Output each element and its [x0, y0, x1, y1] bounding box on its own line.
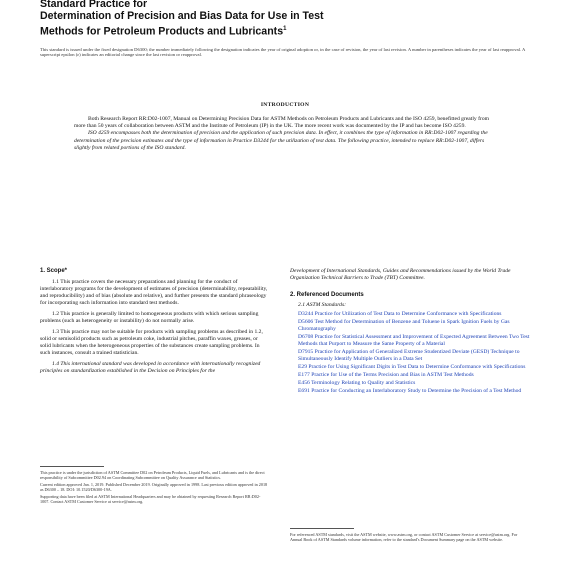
footnotes-left — [40, 470, 268, 506]
scope-1-2: 1.2 This practice is generally limited to homogeneous products with which serious sampling problems (such as heterogeneity or instability) do not normally arise. — [40, 311, 259, 324]
introduction-body — [74, 116, 498, 152]
list-item[interactable]: D6708 Practice for Statistical Assessment and Improvement of Expected Agreement Between Two Test Methods that Purport to Measure the Same Property of a Material — [298, 334, 530, 347]
document-title — [40, 0, 540, 38]
scope-1-4: 1.4 This international standard was developed in accordance with internationally recognized principles on standardization established in the Decision on Principles for the — [40, 361, 261, 374]
list-item[interactable]: D3244 Practice for Utilization of Test Data to Determine Conformance with Specifications — [298, 311, 502, 317]
list-item[interactable]: E177 Practice for Use of the Terms Precision and Bias in ASTM Test Methods — [298, 372, 474, 378]
footnote-rule-left — [40, 466, 104, 467]
ref-code-link[interactable]: E456 — [298, 380, 310, 386]
scope-1-1: 1.1 This practice covers the necessary preparations and planning for the conduct of interlaboratory programs for the development of estimates of precision (determinability, repeatability, and reproducibility) and of bias (absolute and relative), and further presents the standard phraseology for incorporating such information into standard test methods. — [40, 279, 268, 306]
title-line-1: Standard Practice for — [40, 0, 148, 10]
list-item[interactable]: D7915 Practice for Application of Generalized Extreme Studentized Deviate (GESD) Technique to Simultaneously Identify Multiple Outliers in a Data Set — [298, 349, 520, 362]
introduction-heading: INTRODUCTION — [260, 102, 310, 108]
designation-notice: This standard is issued under the fixed designation D6300; the number immediately following the designation indicates the year of original adoption or, in the case of revision, the year of last revision. A number in parentheses indicates the year of last reapproval. A superscript epsilon (ε) indicates an editorial change since the last revision or reapproval. — [40, 47, 526, 58]
ref-code-link[interactable]: E691 — [298, 388, 310, 394]
footnote-2: Supporting data have been filed at ASTM International Headquarters and may be obtained by requesting Research Report RR:D02-1007. Contact ASTM Customer Service at service@astm.org. — [40, 494, 261, 504]
right-column — [290, 268, 530, 396]
ref-code-link[interactable]: E177 — [298, 372, 310, 378]
ref-code-link[interactable]: D3244 — [298, 311, 314, 317]
list-item[interactable]: E691 Practice for Conducting an Interlaboratory Study to Determine the Precision of a Test Method — [298, 388, 522, 394]
title-line-2: Determination of Precision and Bias Data for Use in Test — [40, 10, 324, 23]
ref-code-link[interactable]: D7915 — [298, 349, 314, 355]
ref-code-link[interactable]: D5606 — [298, 319, 314, 325]
scope-1-4-continued: Development of International Standards, Guides and Recommendations issued by the World Trade Organization Technical Barriers to Trade (TBT) Committee. — [290, 268, 511, 281]
intro-paragraph-1: Both Research Report RR:D02-1007, Manual on Determining Precision Data for ASTM Methods on Petroleum Products and Lubricants and the ISO 4259, benefitted greatly from more than 50 years of collaboration between ASTM and the Institute of Petroleum (IP) in the UK. The more recent work was documented by the IP and has become ISO 4259. — [74, 116, 489, 130]
footnote-1: This practice is under the jurisdiction of ASTM Committee D02 on Petroleum Products, Liquid Fuels, and Lubricants and is the direct responsibility of Subcommittee D02.94 on Coordinating Subcommittee on Quality Assurance and Statistics. — [40, 470, 265, 480]
ref-code-link[interactable]: D6708 — [298, 334, 314, 340]
ref-code-link[interactable]: E29 — [298, 364, 308, 370]
title-footnote-mark: 1 — [283, 25, 287, 32]
title-line-3: Methods for Petroleum Products and Lubricants$^1$ — [40, 25, 287, 38]
scope-1-3: 1.3 This practice may not be suitable for products with sampling problems as described in 1.2, solid or semisolid products such as petroleum coke, industrial pitches, paraffin waxes, greases, or solid lubricants when the heterogeneous properties of the substances create sampling problems. In such instances, consult a trained statistician. — [40, 329, 263, 356]
footnote-3: For referenced ASTM standards, visit the ASTM website, www.astm.org, or contact ASTM Customer Service at service@astm.org. For Annual Book of ASTM Standards volume information, refer to the standard's Document Summary page on the ASTM website. — [290, 532, 518, 542]
footnote-rule-right — [290, 528, 354, 529]
footnote-1b: Current edition approved Jan. 1, 2019. Published December 2019. Originally approved in 1998. Last previous edition approved in 2018 as D6300 – 18. DOI: 10.1520/D6300-19A. — [40, 482, 268, 492]
list-item[interactable]: E456 Terminology Relating to Quality and Statistics — [298, 380, 416, 386]
footnotes-right — [290, 532, 530, 544]
intro-paragraph-2: ISO 4259 encompasses both the determination of precision and the application of such precision data. In effect, it combines the type of information in RR:D02-1007 regarding the determination of the precision estimates and the type of information in Practice D3244 for the utilization of test data. The following practice, intended to replace RR:D02-1007, differs slightly from related portions of the ISO standard. — [74, 130, 488, 151]
referenced-documents-heading: 2. Referenced Documents — [290, 292, 364, 298]
list-item[interactable]: E29 Practice for Using Significant Digits in Test Data to Determine Conformance with Specifications — [298, 364, 526, 370]
astm-standards-subheading: 2.1 ASTM Standards: — [298, 302, 347, 308]
left-column — [40, 268, 268, 379]
list-item[interactable]: D5606 Test Method for Determination of Benzene and Toluene in Spark Ignition Fuels by Gas Chromatography — [298, 319, 510, 332]
scope-heading: 1. Scope* — [40, 268, 68, 274]
reference-list — [290, 311, 530, 395]
